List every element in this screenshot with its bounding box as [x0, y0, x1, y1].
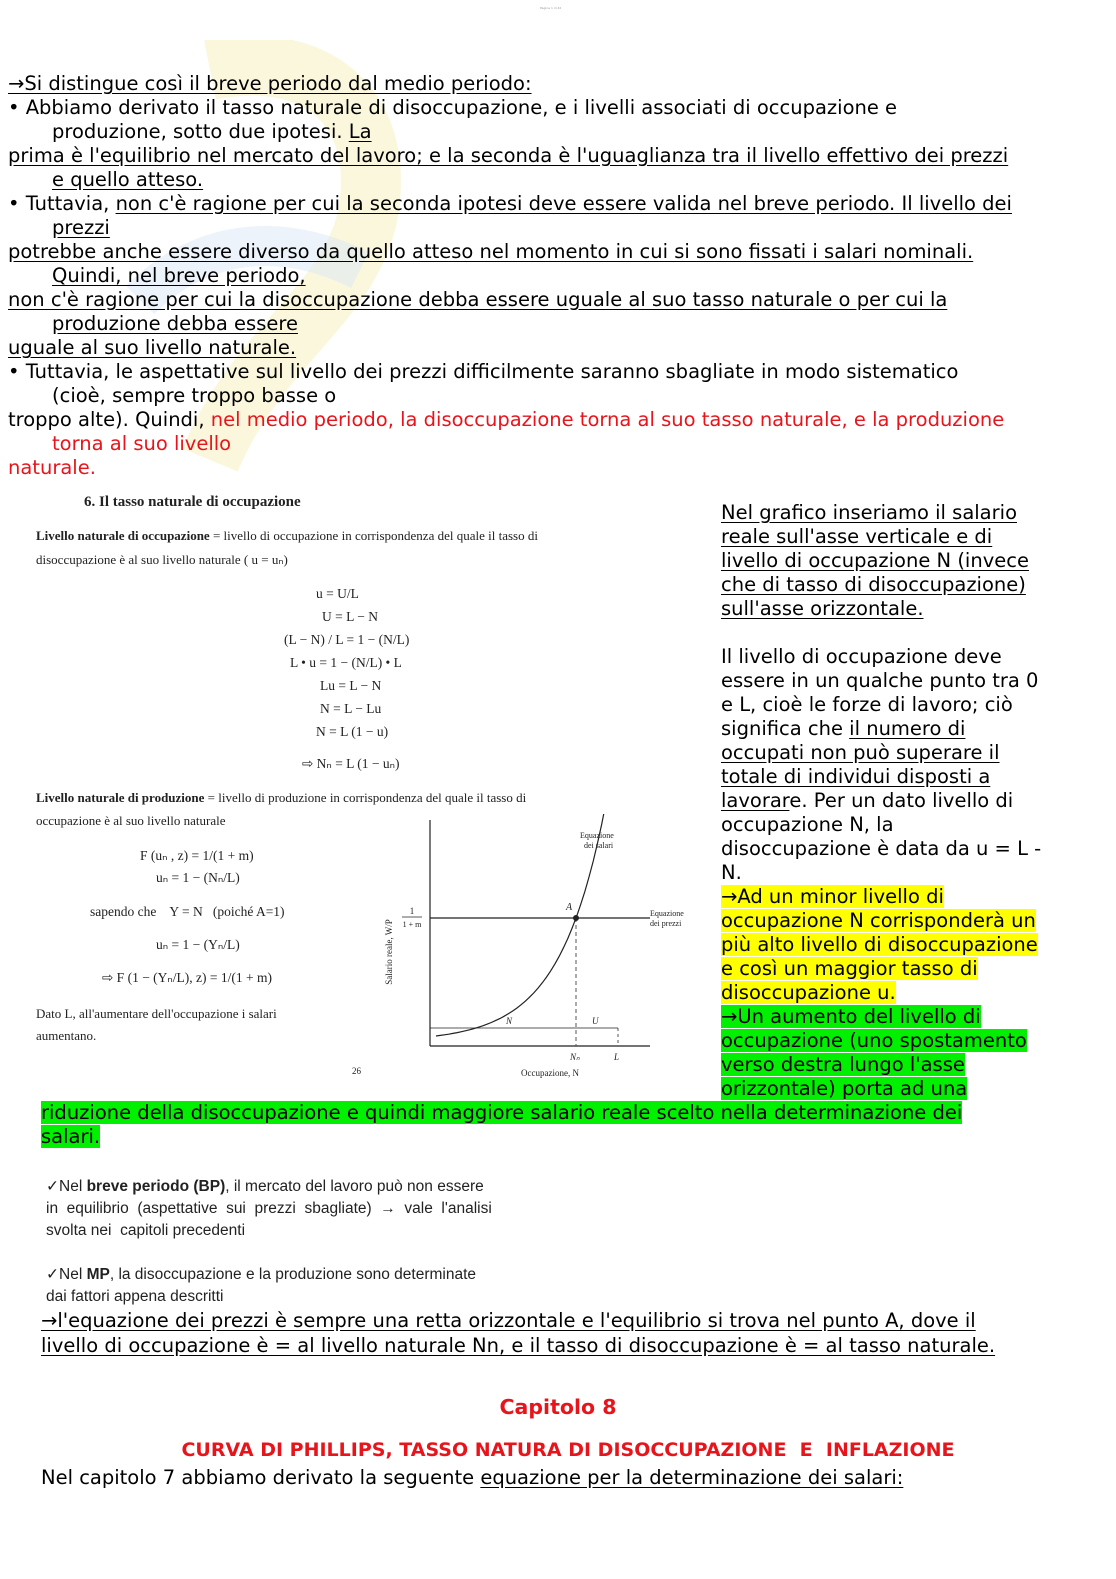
x-axis-label: Occupazione, N [521, 1068, 579, 1078]
check-icon: ✓ [46, 1266, 59, 1283]
green-full-1: riduzione della disoccupazione e quindi maggiore salario reale scelto nella determinazione dei [41, 1101, 963, 1124]
intro-block [8, 72, 1108, 480]
bp-line-2: in equilibrio (aspettative sui prezzi sbagliate) → vale l'analisi [46, 1200, 492, 1217]
intro-bullet-1c: prima è l'equilibrio nel mercato del lavoro; e la seconda è l'uguaglianza tra il livello effettivo dei prezzi [8, 144, 1009, 167]
conclusion-block [41, 1309, 1111, 1358]
side-p2-1: essere in un qualche punto tra 0 [721, 669, 1039, 692]
intro-bullet-3a: • Tuttavia, le aspettative sul livello dei prezzi difficilmente saranno sbagliate in modo sistematico [8, 360, 959, 383]
green-full-2: salari. [41, 1125, 101, 1148]
bp-line-1: ✓Nel breve periodo (BP), il mercato del lavoro può non essere [46, 1178, 484, 1195]
side-p2-6: lavorare. Per un dato livello di [721, 789, 1014, 812]
figure-def1-line2: disoccupazione è al suo livello naturale ( u = uₙ) [36, 552, 288, 567]
side-p2-5: totale di individui disposti a [721, 765, 991, 788]
side-green-1: occupazione (uno spostamento [721, 1029, 1027, 1052]
conclusion-2: livello di occupazione è = al livello naturale Nn, e il tasso di disoccupazione è = al tasso naturale. [41, 1334, 996, 1357]
figure-eq3-0: uₙ = 1 − (Yₙ/L) [156, 937, 240, 952]
intro-bullet-3c: troppo alte). Quindi, nel medio periodo, la disoccupazione torna al suo tasso naturale, e la produzione [8, 408, 1005, 431]
intro-bullet-1d: e quello atteso. [52, 168, 204, 191]
intro-bullet-2c: potrebbe anche essere diverso da quello atteso nel momento in cui si sono fissati i salari nominali. [8, 240, 974, 263]
figure-eq2-1: uₙ = 1 − (Nₙ/L) [156, 870, 240, 885]
side-p1-3: che di tasso di disoccupazione) [721, 573, 1026, 596]
x-tick-Nn: Nₙ [570, 1052, 580, 1062]
figure-eq-0: u = U/L [316, 586, 359, 601]
side-green-3: orizzontale) porta ad una [721, 1077, 968, 1100]
conclusion-1: →l'equazione dei prezzi è sempre una retta orizzontale e l'equilibrio si trova nel punto A, dove il [41, 1309, 976, 1332]
intro-bullet-2a: • Tuttavia, non c'è ragione per cui la seconda ipotesi deve essere valida nel breve periodo. Il livello dei [8, 192, 1012, 215]
check-icon: ✓ [46, 1178, 59, 1195]
side-p2-4: occupati non può superare il [721, 741, 1000, 764]
green-full-block [41, 1101, 1111, 1149]
bp-line-3: svolta nei capitoli precedenti [46, 1222, 246, 1239]
price-line-label-2: dei prezzi [650, 919, 682, 928]
textbook-figure [36, 494, 716, 1084]
figure-eq-5: N = L − Lu [320, 701, 382, 716]
intro-bullet-3e: naturale. [8, 456, 96, 479]
bp-mp-box [46, 1176, 606, 1308]
figure-sapendo: sapendo che Y = N (poiché A=1) [90, 904, 285, 919]
equilibrium-point-A [573, 915, 579, 921]
side-yellow-4: disoccupazione u. [721, 981, 896, 1004]
figure-eq-7: ⇨ Nₙ = L (1 − uₙ) [302, 756, 400, 771]
figure-eq-3: L • u = 1 − (N/L) • L [290, 655, 402, 670]
intro-bullet-1a: • Abbiamo derivato il tasso naturale di disoccupazione, e i livelli associati di occupazione e [8, 96, 898, 119]
y-axis-label: Salario reale, W/P [384, 919, 394, 985]
side-p2-9: N. [721, 861, 742, 884]
side-p2-2: e L, cioè le forze di lavoro; ciò [721, 693, 1013, 716]
figure-eq-4: Lu = L − N [320, 678, 382, 693]
side-p2-8: disoccupazione è data da u = L - [721, 837, 1042, 860]
figure-dato-1: Dato L, all'aumentare dell'occupazione i salari [36, 1006, 277, 1021]
side-yellow-0: →Ad un minor livello di [721, 885, 944, 908]
side-p1-2: livello di occupazione N (invece [721, 549, 1029, 572]
mp-line-2: dai fattori appena descritti [46, 1288, 224, 1305]
price-line-label-1: Equazione [650, 909, 684, 918]
figure-eq-1: U = L − N [322, 609, 378, 624]
figure-def2-line2: occupazione è al suo livello naturale [36, 813, 226, 828]
y-tick-num: 1 [409, 906, 415, 916]
side-yellow-3: e così un maggior tasso di [721, 957, 978, 980]
segment-U-label: U [592, 1016, 599, 1026]
intro-bullet-2g: uguale al suo livello naturale. [8, 336, 297, 359]
figure-dato-2: aumentano. [36, 1028, 97, 1043]
page-tag: Pagina 1 di 42 [540, 6, 562, 10]
intro-bullet-2d: Quindi, nel breve periodo, [52, 264, 306, 287]
side-p1-1: reale sull'asse verticale e di [721, 525, 993, 548]
chapter-subtitle: CURVA DI PHILLIPS, TASSO NATURA DI DISOCCUPAZIONE E INFLAZIONE [181, 1439, 955, 1461]
figure-def1: Livello naturale di occupazione = livello di occupazione in corrispondenza del quale il tasso di [36, 528, 538, 543]
side-p2-0: Il livello di occupazione deve [721, 645, 1002, 668]
side-p1-4: sull'asse orizzontale. [721, 597, 924, 620]
figure-eq2-0: F (uₙ , z) = 1/(1 + m) [140, 848, 254, 863]
x-tick-L: L [614, 1052, 620, 1062]
segment-N-label: N [506, 1016, 513, 1026]
wage-price-chart [380, 814, 690, 1084]
intro-line-1: →Si distingue così il breve periodo dal medio periodo: [8, 72, 532, 95]
side-yellow-1: occupazione N corrisponderà un [721, 909, 1036, 932]
side-p1-0: Nel grafico inseriamo il salario [721, 501, 1017, 524]
side-yellow-2: più alto livello di disoccupazione [721, 933, 1038, 956]
side-green-0: →Un aumento del livello di [721, 1005, 981, 1028]
wage-curve-label-2: dei salari [584, 841, 614, 850]
figure-def2: Livello naturale di produzione = livello di produzione in corrispondenza del quale il tasso di [36, 790, 527, 805]
chapter-intro: Nel capitolo 7 abbiamo derivato la seguente equazione per la determinazione dei salari: [41, 1466, 904, 1489]
side-column [721, 501, 1111, 1101]
side-p2-7: occupazione N, la [721, 813, 894, 836]
intro-bullet-2b: prezzi [52, 216, 110, 239]
y-tick-den: 1 + m [402, 920, 422, 929]
mp-line-1: ✓Nel MP, la disoccupazione e la produzione sono determinate [46, 1266, 477, 1283]
wage-equation-curve [436, 814, 606, 1036]
intro-bullet-3d: torna al suo livello [52, 432, 232, 455]
intro-bullet-2e: non c'è ragione per cui la disoccupazione debba essere uguale al suo tasso naturale o per cui la [8, 288, 948, 311]
figure-eq3-1: ⇨ F (1 − (Yₙ/L), z) = 1/(1 + m) [102, 970, 273, 985]
side-p2-3: significa che il numero di [721, 717, 966, 740]
point-A-label: A [566, 902, 573, 913]
intro-bullet-1b: produzione, sotto due ipotesi. La [52, 120, 372, 143]
figure-eq-6: N = L (1 − u) [316, 724, 389, 739]
wage-curve-label-1: Equazione [580, 831, 614, 840]
figure-eq-2: (L − N) / L = 1 − (N/L) [284, 632, 410, 647]
figure-title: 6. Il tasso naturale di occupazione [84, 494, 301, 510]
chapter-title: Capitolo 8 [499, 1395, 617, 1419]
intro-bullet-3b: (cioè, sempre troppo basse o [52, 384, 337, 407]
figure-page-number: 26 [352, 1066, 361, 1076]
intro-bullet-2f: produzione debba essere [52, 312, 298, 335]
side-green-2: verso destra lungo l'asse [721, 1053, 965, 1076]
